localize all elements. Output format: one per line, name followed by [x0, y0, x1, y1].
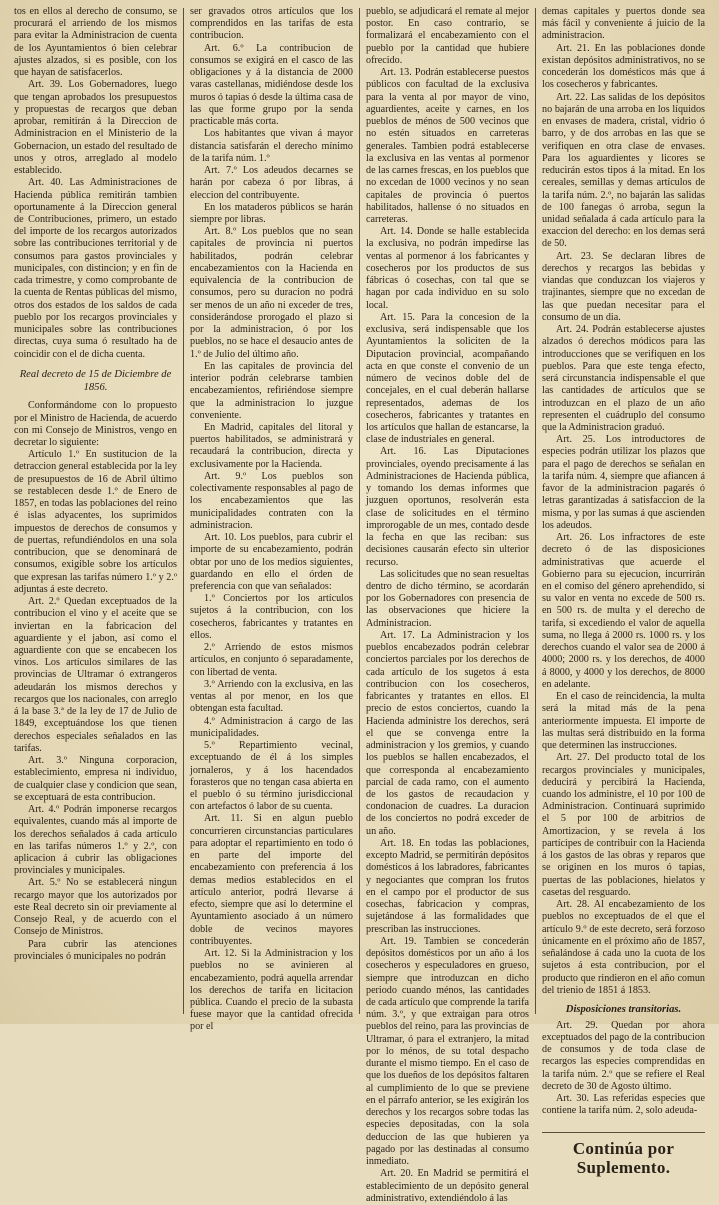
article-paragraph: ser gravados otros artículos que los comprendidos en las tarifas de esta contribucion. [190, 6, 353, 42]
article-paragraph: Art. 21. En las poblaciones donde existan depósitos administrativos, no se concederán los domésticos más que á los cosecheros y fabricantes. [542, 42, 705, 91]
article-paragraph: Art. 6.º La contribucion de consumos se exigirá en el casco de las obligaciones y á la distancia de 2000 varas castellanas, midiéndose desde los muros ó tapias ó desde la última casa de las que forme grupo por la senda practicable más corta. [190, 42, 353, 128]
article-paragraph: Art. 29. Quedan por ahora exceptuados del pago de la contribucion de consumos y de toda clase de recargos las especies comprendidas en la tarifa núm. 2.º que se refiere el Real decreto de 30 de Agosto último. [542, 1019, 705, 1092]
article-paragraph: Art. 30. Las referidas especies que contiene la tarifa núm. 2, solo adeuda- [542, 1093, 705, 1117]
article-paragraph: Los habitantes que vivan á mayor distancia satisfarán el derecho mínimo de la tarifa núm. 1.º [190, 128, 353, 164]
continued-notice: Continúa por Suplemento. [542, 1132, 705, 1178]
article-paragraph: 3.º Arriendo con la exclusiva, en las ventas al por menor, en los que obtengan esta facultad. [190, 678, 353, 715]
article-paragraph: Art. 10. Los pueblos, para cubrir el importe de su encabezamiento, podrán obtar por uno de los medios siguientes, guardando en ello el órden de preferencia con que van señalados: [190, 532, 353, 593]
article-paragraph: Art. 5.º No se establecerá ningun recargo mayor que los autorizados por este Real decreto sin oir previamente al Consejo Real, y de acuerdo con el Consejo de Ministros. [14, 877, 177, 938]
article-paragraph: Art. 4.º Podrán imponerse recargos equivalentes, cuando más al importe de los derechos señalados á cada artículo en las tarifas números 1.º y 2.º, con aplicacion á cubrir las obligaciones provinciales y municipales. [14, 804, 177, 877]
article-paragraph: Art. 17. La Administracion y los pueblos encabezados podrán celebrar conciertos parciales por los derechos de cada artículo de los sugetos á esta contribucion con los cosecheros, fabricantes y tratantes en ellos. El precio de estos conciertos, cuando la Hacienda administre los derechos, será el que se convenga entre la administracion y los gremios, y cuando los pueblos se hallen encabezados, el que corresponda al encabezamiento parcial de cada ramo, con el aumento de los gastos de recaudacion y condonacion de cuadres. La duracion de los conciertos no podrá exceder de un año. [366, 629, 529, 837]
text-columns [8, 6, 711, 1204]
article-paragraph: Art. 25. Los introductores de especies podrán utilizar los plazos que para el pago de derechos se señalan en la tarifa núm. 4, siempre que afiancen á favor de la administracion pagarés ó letras garantizadas á satisfaccion de la misma, y por las sumas á que ascienden los adeudos. [542, 434, 705, 531]
decree-heading: Real decreto de 15 de Diciembre de 1856. [19, 368, 172, 393]
article-paragraph: Art. 11. Si en algun pueblo concurrieren circunstancias particulares para adoptar el repartimiento en todo ó en parte del importe del encabezamiento con preferencia á los demas medios establecidos en el artículo anterior, podrá llevarse á efecto, siempre que así lo determine el Ayuntamiento asociado á un número doble de vecinos mayores contribuyentes. [190, 813, 353, 947]
article-paragraph: Artículo 1.º En sustitucion de la detraccion general establecida por la ley de presupuestos de 16 de Abril último se restablecen desde 1.º de Enero de 1857, en todas las poblaciones del reino é islas adyacentes, los suprimidos impuestos de derechos de consumos y de puertas, refundiéndolos en una sola contribucion, que se denominará de consumos, exigible sobre los artículos que expresan las tarifas número 1.º y 2.º adjuntas á este decreto. [14, 449, 177, 595]
article-paragraph: En las capitales de provincia del interior podrán celebrarse tambien encabezamientos, refiriéndose siempre que la administracion lo juzgue conveniente. [190, 360, 353, 421]
article-paragraph: Art. 7.º Los adeudos decarnes se harán por cabeza ó por libras, á eleccion del contribuyente. [190, 165, 353, 201]
article-paragraph: Art. 14. Donde se halle establecida la exclusiva, no podrán impedirse las ventas al pormenor á los fabricantes y cosecheros por los productos de sus fábricas ó cosechas, con tal que se hagan por cada individuo en su solo local. [366, 226, 529, 311]
article-paragraph: Art. 2.º Quedan exceptuados de la contribucion el vino y el aceite que se inviertan en la fabricacion del aguardiente y el jabon, así como el aguardiente con que se encabecen los vinos. Los artículos similares de las provincias de Ultramar ó extrangeros adeudarán los mismos derechos y recargos que los nacionales, con arreglo á la base 3.ª de la ley de 17 de Julio de 1849, exceptuándose los que tienen derechos especiales señalados en las tarifas. [14, 596, 177, 754]
article-paragraph: Art. 22. Las salidas de los depósitos no bajarán de una arroba en los líquidos en envases de madera, cristal, vidrio ó barro, y de dos arrobas en las que se verifiquen en otra clase de envases. Para los aguardientes y licores se reducirán estos tipos á la mitad. En los cereales, semillas y demas artículos de la tarifa núm. 2.º, no bajarán las salidas de 100 fanegas ó arroba, segun la unidad señalada á cada artículo para la exaccion del derecho: en los demas será de 50. [542, 91, 705, 250]
article-paragraph: 1.º Conciertos por los artículos sujetos á la contribucion, con los cosecheros, fabricantes y tratantes en ellos. [190, 593, 353, 641]
article-paragraph: Art. 9.º Los pueblos son colectivamente responsables al pago de los encabezamientos que las municipalidades contraten con la administracion. [190, 470, 353, 531]
article-paragraph: En los mataderos públicos se harán siempre por libras. [190, 201, 353, 225]
article-paragraph: Las solicitudes que no sean resueltas dentro de dicho término, se acordarán por los Gobernadores con presencia de las observaciones que hiciere la Administracion. [366, 568, 529, 629]
column-4 [536, 6, 711, 1178]
article-paragraph: tos en ellos al derecho de consumo, se procurará el arriendo de los mismos para evitar la Administracion de cuenta de los Ayuntamientos ó bien celebrar ajustes alzados, si es posible, con los que hayan de satisfacerlos. [14, 6, 177, 79]
article-paragraph: Para cubrir las atenciones provinciales ó municipales no podrán [14, 938, 177, 962]
article-paragraph: Art. 12. Si la Administracion y los pueblos no se avinieren al encabezamiento, podrá aquella arrendar los derechos de tarifa en licitacion pública. Cuando el precio de la subasta fuese mayor que la cantidad ofrecida por el [190, 948, 353, 1033]
article-paragraph: Art. 28. Al encabezamiento de los pueblos no exceptuados de el que el artículo 9.º de este decreto, será forzoso únicamente en el próximo año de 1857, señalándose á cada uno la cuota de los sujetos á esta contribucion, por el producto que rindieron en el año comun del trienio de 1851 á 1853. [542, 899, 705, 996]
article-paragraph: Art. 39. Los Gobernadores, luego que tengan aprobados los presupuestos y propuestas de recargos que deban aprobar, remitirán á la Direccion de Administracion en el Ministerio de la Gobernacion, un estado del resultado de unos y otros, arreglado al modelo establecido. [14, 79, 177, 177]
article-paragraph: En Madrid, capitales del litoral y puertos habilitados, se administrará y recaudará la contribucion, directa y exclusivamente por la Hacienda. [190, 421, 353, 470]
article-paragraph: Art. 3.º Ninguna corporacion, establecimiento, empresa ni individuo, de cualquier clase y condicion que sean, se exceptuará de esta contribucion. [14, 755, 177, 803]
article-paragraph: Art. 26. Los infractores de este decreto ó de las disposiciones administrativas que acuerde el Gobierno para su ejecucion, incurrirán en el comiso del género aprehendido, si su valor en venta no excede de 500 rs. en 500 rs. de multa y el derecho de tarifa, si excediendo el valor de aquella suma, no llega á 2000 rs. 1000 rs. y los derechos cuando el valor sea de 2000 á 4000; 2000 rs. y los derechos, de 4000 á 8000, y 4000 y los derechos, de 8000 en adelante. [542, 532, 705, 690]
article-paragraph: Art. 20. En Madrid se permitirá el establecimiento de un depósito general administrativo, extendiéndolo á las [366, 1168, 529, 1204]
column-3 [360, 6, 535, 1204]
article-paragraph: pueblo, se adjudicará el remate al mejor postor. En caso contrario, se formalizará el encabezamiento con el pueblo por la cantidad que hubiere ofrecido. [366, 6, 529, 66]
article-paragraph: 2.º Arriendo de estos mismos artículos, en conjunto ó separadamente, con libertad de venta. [190, 642, 353, 678]
article-paragraph: Art. 27. Del producto total de los recargos provinciales y municipales, deducirá y percibirá la Hacienda, cuando los administre, el 10 por 100 de Administracion. Continuará suprimido el 5 por 100 de arbitrios de Amortizacion, y se revela á los partícipes de contribuir con la Hacienda á los gastos de las obras y reparos que se originen en los muros ó tapias, puertas de las poblaciones, hielatos y casetas del resguardo. [542, 752, 705, 898]
article-paragraph: Art. 16. Las Diputaciones provinciales, oyendo precisamente á las Administraciones de Hacienda pública, y tomando los demas informes que juzguen oportunos, resolverán esta clase de solicitudes en el término improrogable de un mes, contado desde la fecha en que las reciban: sus decisiones causarán efecto sin ulterior recurso. [366, 446, 529, 568]
article-paragraph: Art. 15. Para la concesion de la exclusiva, será indispensable que los Ayuntamientos la soliciten de la Diputacion provincial, acompañando acta en que conste el convenio de un número de vecinos doble del de concejales, en el cual deberán hallarse representados, ademas de los cosecheros, fabricantes y tratantes en los artículos que hallan de estancarse, la clase de industriales en general. [366, 311, 529, 446]
column-2 [184, 6, 359, 1033]
article-paragraph: Art. 24. Podrán establecerse ajustes alzados ó derechos módicos para las introducciones que se verifiquen en los pueblos. Para que este tenga efecto, será circunstancia indispensable el que las cantidades de artículos que se introduzcan en el plazo de un año representen el cuádruplo del consumo que la Administracion graduó. [542, 324, 705, 433]
article-paragraph: Art. 19. Tambien se concederán depósitos domésticos por un año á los cosecheros y especuladores en grueso, siempre que introduzcan en dicho periodo cuando ménos, las cantidades de cada artículo que comprende la tarifa núm. 3.º, y que extraigan para otros pueblos del reino, para las provincias de Ultramar, ó para el extranjero, la mitad por lo ménos, de su total despacho durante el mismo tiempo. En el caso de que los dueños de los depósitos faltaren al cumplimiento de lo que se previene en el párrafo anterior, se les exigirán los derechos y los recargos sobre todas las especies depositadas, con la sola deduccion de las que hubieren ya pagado por las destinadas al consumo inmediato. [366, 935, 529, 1168]
section-heading: Disposiciones transitorias. [565, 1003, 682, 1015]
column-1 [8, 6, 183, 1016]
article-paragraph: Art. 18. En todas las poblaciones, excepto Madrid, se permitirán depósitos domésticos á los labradores, fabricantes y negociantes que compran los frutos en el campo por el productor de sus cosechas, fabricacion y compras, sujetándose á las formalidades que prescriban las instrucciones. [366, 837, 529, 935]
article-paragraph: Art. 13. Podrán establecerse puestos públicos con facultad de la exclusiva para la venta al por mayor de vino, aguardientes, aceite y carnes, en los pueblos de ménos de 500 vecinos que no estén situados en carreteras generales. Tambien podrá establecerse la exclusiva en las ventas al pormenor de las carnes frescas, en los pueblos que no excedan de 1000 vecinos y no sean capitales de provincia ó puertos habilitados, hallense ó no situados en carreteras. [366, 67, 529, 225]
article-paragraph: En el caso de reincidencia, la multa será la mitad más de la pena anteriormente impuesta. El importe de las multas será distribuido en la forma que determinen las instrucciones. [542, 691, 705, 752]
article-paragraph: Art. 40. Las Administraciones de Hacienda pública remitirán tambien oportunamente á la Direccion general de Contribuciones, primero, un estado del importe de los recargos autorizados sobre las contribuciones territorial y de consumos para gastos provinciales y municipales, con distincion; y en fin de cada trimestre, y como comprobante de la cuenta de Rentas públicas del mismo, otros dos estados de los saldos de cada pueblo por los recargos provinciales y municipales sobre las contribuciones directas, cuya suma ó resultado ha de coincidir con el de dicha cuenta. [14, 177, 177, 360]
article-paragraph: Art. 23. Se declaran libres de derechos y recargos las bebidas y viandas que conduzcan los viajeros y trajinantes, siempre que no excedan de las que puedan necesitar para el consumo de un dia. [542, 250, 705, 323]
article-paragraph: demas capitales y puertos donde sea más fácil y conveniente á juicio de la administracion. [542, 6, 705, 42]
article-paragraph: 4.º Administracion á cargo de las municipalidades. [190, 715, 353, 739]
article-paragraph: Art. 8.º Los pueblos que no sean capitales de provincia ni puertos habilitados, podrán celebrar encabezamientos con la Hacienda en equivalencia de la contribucion de consumos, pero su duracion no podrá ser menos de un año ni exceder de tres, considerándose prorogado el plazo si por la administracion, ó por los pueblos, no se hace el desaucio antes de 1.º de Julio del último año. [190, 226, 353, 360]
article-paragraph: Conformándome con lo propuesto por el Ministro de Hacienda, de acuerdo con mi Consejo de Ministros, vengo en decretar lo siguiente: [14, 400, 177, 448]
article-paragraph: 5.º Repartimiento vecinal, exceptuando de él á los simples jornaleros, y á los hacendados forasteros que no tengan casa abierta en el pueblo ó su término jurisdiccional con artefactos ó labor de su cuenta. [190, 740, 353, 813]
